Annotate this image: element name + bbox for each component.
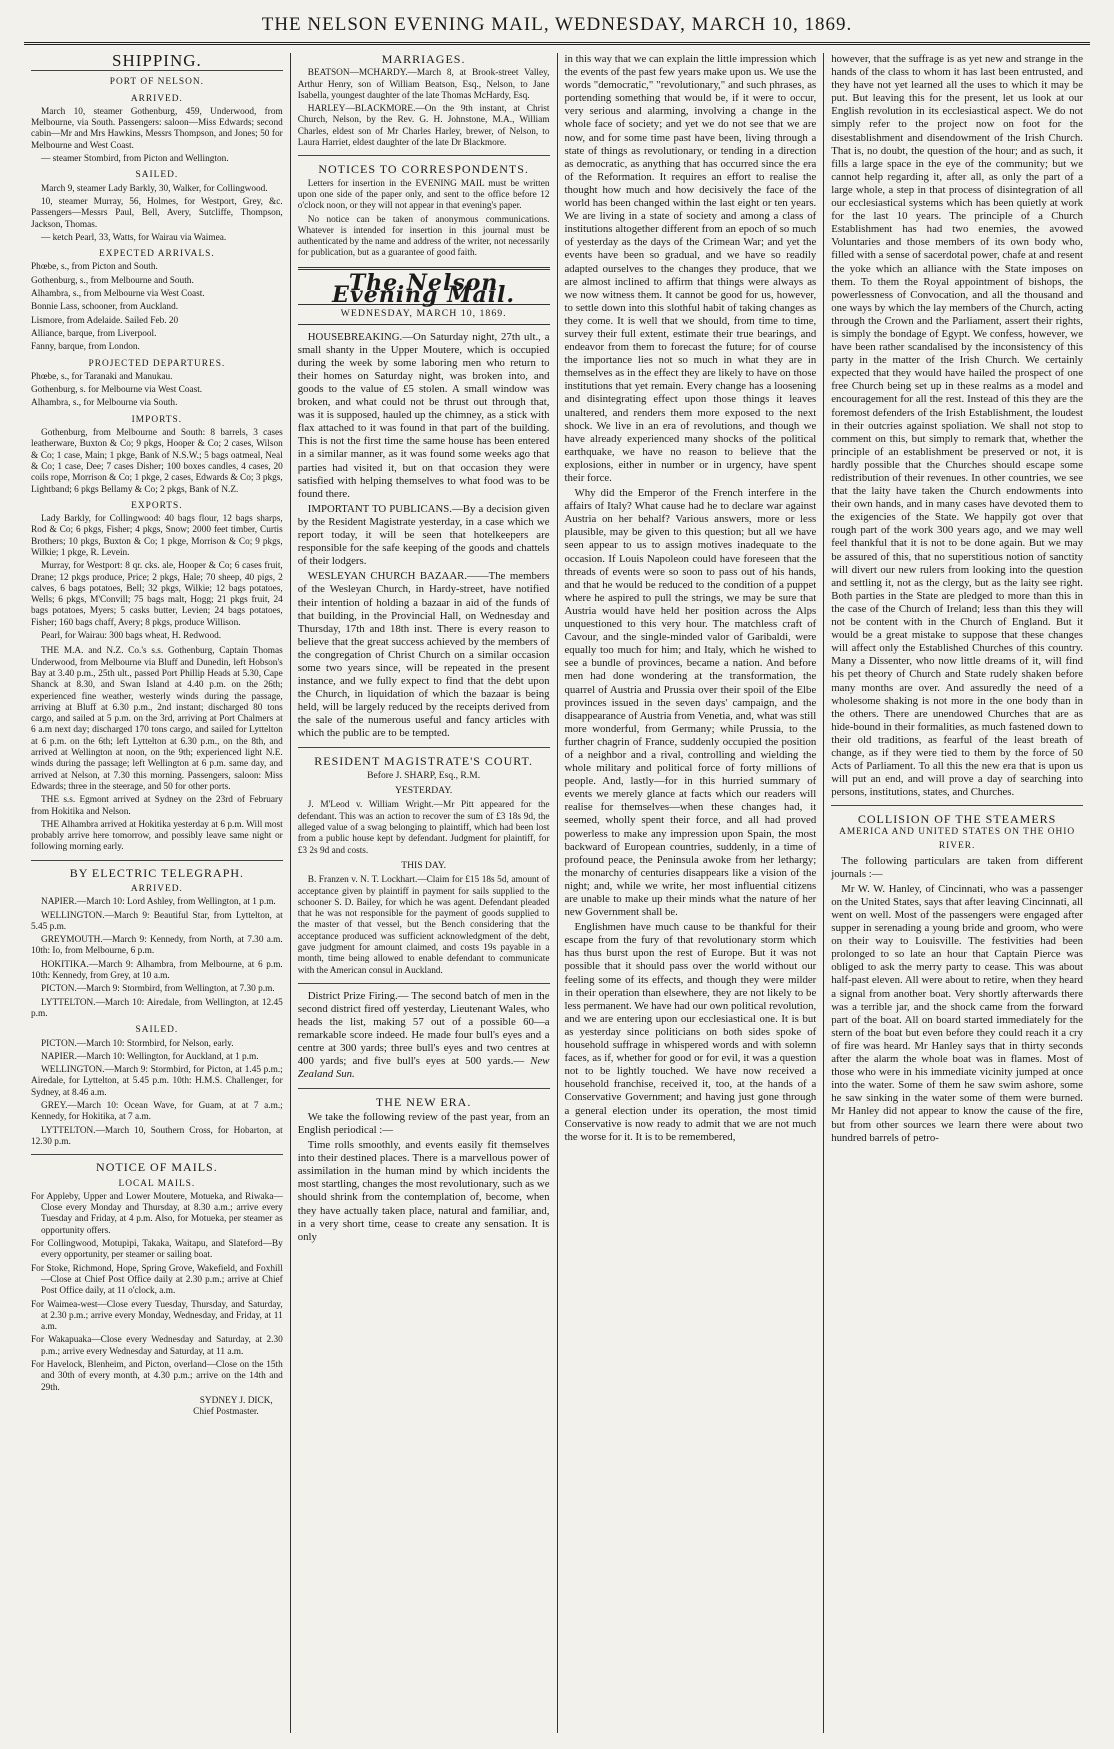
tel-sailed-title: SAILED. <box>135 1025 179 1036</box>
court-case: B. Franzen v. N. T. Lockhart.—Claim for £15 18s 5d, amount of acceptance given by plaintiff in payment for sails supplied to the schooner S. D. Bailey, for which he was agent. Defendant pleaded that he was not responsible for the payment of goods supplied to the master of that vessel, but the Bench considering that the acceptance produced was sufficient acknowledgment of the debt, gave judgment for amount claimed, and costs 19s payable in a month, time being allowed to enable defendant to communicate with the American consul in Auckland. <box>297 875 550 976</box>
sailed-item: 10, steamer Murray, 56, Holmes, for Westport, Grey, &c. Passengers—Messrs Paul, Bell, Avery, Sutcliffe, Thompson, Jackson, Thomas. <box>31 196 283 230</box>
shipping-report: THE s.s. Egmont arrived at Sydney on the 23rd of February from Hokitika and Nelson. <box>31 795 283 817</box>
collision-paragraph: Mr W. W. Hanley, of Cincinnati, who was a passenger on the United States, says that after leaving Cincinnati, all went on well. Most of the passengers were engaged after supper in serenading a young bride and groom, who were on their way to Louisville. The festivities had been prolonged to so late an hour that Captain Pierce was obliged to ask the merry party to cease. This was about half-past eleven. All were about to retire, when they heard a signal from another boat. Very shortly afterwards there was a terrible jar, and the shock came from the forward part of the boat. All on board started immediately for the stern of the boat but even before they could reach it a cry of fire was heard. Mr Hanley says that in thirty seconds after the alarm the whole boat was in flames. Most of those who were in his immediate vicinity jumped at once into the water. Some of them he saw swim ashore, some he saw sinking in the water some of them were burned. Mr Hanley did not appear to know the cause of the fire, but from other sources we learn there were about two hundred barrels of petro- <box>831 882 1083 1144</box>
prize-firing-text: District Prize Firing.— The second batch of men in the second district fired off yesterday, Lieutenant Wales, who heads the list, making 57 out of a possible 60—a remarkable score indeed. He made four bull's eyes and a centre at 300 yards; three bull's eyes and two centres at 400 yards; and five bull's eyes at 500 yards.— <box>297 989 550 1068</box>
projected-item: Gothenburg, s. for Melbourne via West Coast. <box>31 385 203 396</box>
collision-title: COLLISION OF THE STEAMERS <box>857 812 1057 827</box>
dateline: WEDNESDAY, MARCH 10, 1869. <box>298 304 550 324</box>
new-era-intro: We take the following review of the past year, from an English periodical :— <box>297 1110 550 1136</box>
column-1 <box>24 53 291 1733</box>
divider <box>31 1154 283 1155</box>
court-day: THIS DAY. <box>401 859 447 871</box>
tel-sailed-item: PICTON.—March 10: Stormbird, for Nelson, early. <box>41 1038 234 1049</box>
mail-item: For Waimea-west—Close every Tuesday, Thursday, and Saturday, at 2.30 p.m.; arrive every Monday, Wednesday, and Friday, at 11 a.m. <box>31 1299 283 1333</box>
divider <box>31 860 283 861</box>
court-before: Before J. SHARP, Esq., R.M. <box>367 769 481 781</box>
new-era-paragraph: Englishmen have much cause to be thankful for their escape from the fury of that revolutionary storm which has thus burst upon the rest of Europe. But it was not possible that it should pass over the world without our feeling some of its effects, and though they were milder in their operation than elsewhere, they are not likely to be less permanent. We have had our own political revolution, and we are entering upon our ecclesiastical one. It is but as yesterday since politicians on both sides spoke of household suffrage in whispered words and with solemn faces, as if, whether for good or for evil, it was a question not to be lightly touched. We have now received a household franchise, received it, too, at the hands of a Conservative Government; and having just gone through a general election under its operation, the most timid Conservative is now ready to admit that we are not much the worse for it. It is to be remembered, <box>564 921 817 1143</box>
collision-intro: The following particulars are taken from different journals :— <box>831 854 1083 880</box>
sailed-item: — ketch Pearl, 33, Watts, for Wairau via Waimea. <box>41 232 227 243</box>
new-era-title: THE NEW ERA. <box>375 1094 472 1109</box>
postmaster-title: Chief Postmaster. <box>193 1407 259 1418</box>
court-title: RESIDENT MAGISTRATE'S COURT. <box>314 753 533 768</box>
court-case: J. M'Leod v. William Wright.—Mr Pitt appeared for the defendant. This was an action to recover the sum of £3 18s 9d, the alleged value of a swag belonging to plaintiff, which had been lost from a public house kept by defendant. Judgment for plaintiff, for £3 2s 9d and costs. <box>297 800 550 856</box>
tel-sailed-item: GREY.—March 10: Ocean Wave, for Guam, at at 7 a.m.; Kennedy, for Hokitika, at 7 a.m. <box>31 1101 283 1123</box>
news-item: WESLEYAN CHURCH BAZAAR.——The members of the Wesleyan Church, in Hardy-street, have notified their intention of holding a bazaar in aid of the funds of that building, in the Provincial Hall, on Wednesday and Thursday, 17th and 18th inst. There is every reason to believe that the great success achieved by the members of the congregation of Christ Church on a similar occasion some two years since, will be repeated in the present instance, and we fully expect to find that the debt upon the Church, in liquidation of which the bazaar is being held, will be largely reduced by the receipts derived from the sale of the numerous useful and fancy articles with which the public are to be tempted. <box>297 570 550 740</box>
arrived-item: March 10, steamer Gothenburg, 459, Underwood, from Melbourne, via South. Passengers: saloon—Miss Edwards; second cabin—Mr and Mrs Hawkins, Messrs Thompson, and Jones; 50 for Melbourne and West Coast. <box>31 106 283 151</box>
correspondents-title: NOTICES TO CORRESPONDENTS. <box>318 162 529 177</box>
imports-title: IMPORTS. <box>131 414 183 425</box>
exports-item: Lady Barkly, for Collingwood: 40 bags flour, 12 bags sharps, Rod & Co; 6 pkgs, Fisher; 4 pkgs, Snow; 2000 feet timber, Curtis Brothers; 10 pkgs, Buxton & Co; 1 pkge, Morrison & Co; 9 pkgs, Wilkie; 1 pkge, R. Levein. <box>31 514 283 558</box>
correspondents-notice: Letters for insertion in the EVENING MAIL must be written upon one side of the paper only, and sent to the office before 12 o'clock noon, or they will not appear in that evening's paper. <box>297 178 550 212</box>
shipping-title: SHIPPING. <box>31 55 283 71</box>
expected-item: Alhambra, s., from Melbourne via West Coast. <box>31 289 205 300</box>
expected-title: EXPECTED ARRIVALS. <box>98 249 215 260</box>
new-era-paragraph: however, that the suffrage is as yet new and strange in the hands of the class to whom it has last been entrusted, and they have not yet learned all the uses to which it may be put. But leaving this for the present, let us look at our English revolution in its ecclesiastical aspect. We do not simply refer to the project now on foot for the disestablishment and disendowment of the Irish Church. That is, no doubt, the question of the hour; and as such, it fills a large space in the eye of the community; but we cannot help regarding it, after all, as only the part of a large whole, a step in that process of disintegration of all our ecclesiastical systems which has been quietly at work for the last 10 years. The principle of a Church Establishment has had two enemies, the avowed Voluntaries and those members of its own body who, filled with a sense of sacerdotal power, chafe at and resent the yoke which an alliance with the State imposes on them. To them the Royal appointment of bishops, the powerlessness of Convocation, and all the thousand and one ways by which the lay members of the Church, acting through the Crown and the Parliament, assert their rights, is simply the bondage of Egypt. We confess, however, we have been rather scandalised by the inconsistency of this party in the matter of the Irish Church. We certainly expected that they would have hailed the prospect of one free Church being set up in these realms as a model and encouragement for all the rest. Instead of this they are the foremost defenders of the Irish Establishment, the loudest in their outcries against spoliation. We shall not stop to comment on this, but simply to remark that, whether the principle of an establishment be preserved or not, it is hardly possible that the Churches should escape some redistribution of their revenues. In other countries, we see that the laity have taken the Church endowments into their own hands, and in many cases have devoted them to the exigencies of the State. We happily got over that rough part of the work 300 years ago, and we may well feel thankful that it is not to be done again. But we may be assured of this, that no superstitious notion of sanctity will divert our new rulers from looking into the question and settling it, not as the clergy, but as the laity see right. Both parties in the State are pledged to more than this in the case of the Church of Ireland; less than this they will not be content with in the Church of England. But it would be a great mistake to suppose that these changes will affect only the Established Churches of this country. Many a Dissenter, who now little dreams of it, will find his pet theory of Church and State rudely shaken before many months are over. And assuredly the need of a wholesome shaking is not more in the one body than in the others. There are unendowed Churches that are as hide-bound in their formalities, as much fastened down to their old traditions, as fearful of the least breath of change, as if they were tied to them by the force of 50 Acts of Parliament. To all this the new era that is upon us will put an end, and will prove a day of searching into persons, institutions, states, and Churches. <box>831 53 1083 799</box>
postmaster-signature: SYDNEY J. DICK, <box>199 1395 273 1406</box>
prize-firing <box>298 990 550 1082</box>
telegraph-title: BY ELECTRIC TELEGRAPH. <box>69 865 245 880</box>
projected-item: Alhambra, s., for Melbourne via South. <box>31 398 178 409</box>
expected-item: Gothenburg, s., from Melbourne and South. <box>31 275 194 286</box>
projected-item: Phœbe, s., for Taranaki and Manukau. <box>31 371 173 382</box>
new-era-paragraph: Why did the Emperor of the French interfere in the affairs of Italy? What cause had he to declare war against Austria on her behalf? Various answers, more or less plausible, may be given to this question; but all we have seen appear to us to assign motives inadequate to the occasion. If Louis Napoleon could have foreseen that the threads of events were so soon to pass out of his hands, and that he would be reduced to the condition of a puppet where he aspired to pull the strings, we may be sure that Austria would have held her position across the Alps unquestioned to this very hour. The matchless craft of Cavour, and the single-minded valor of Garibaldi, were equally too much for him; and Italy, which he wished to see a bundle of provinces, became a nation. And before men had done wondering at the transformation, the quarrel of Austria and Prussia over their spoil of the Elbe provinces issued in the seven days' campaign, and the disappearance of Austria from Venetia, and, what was still more wonderful, from Germany; while Prussia, to the further chagrin of France, suddenly occupied the position of a neighbor and a rival, controlling and wielding the whole military and political force of forty millions of people. And, lastly—for in this hurried summary of events we merely glance at facts which our readers will realise for themselves—when these changes had, it seemed, wholly spent their force, and all had proved powerless to make any impression upon Spain, the most backward of European countries, suddenly, in a time of profound peace, the Peninsula awoke from her lethargy; the monarchy of centuries disappears like a vision of the night; and, while we write, her most influential citizens are unable to make up their minds what the nature of her new Government shall be. <box>564 487 817 919</box>
divider <box>298 983 550 984</box>
divider <box>298 1088 550 1089</box>
tel-arrived-item: HOKITIKA.—March 9: Alhambra, from Melbourne, at 6 p.m. 10th: Kennedy, from Grey, at 10 a.m. <box>31 959 283 982</box>
tel-sailed-item: LYTTELTON.—March 10, Southern Cross, for Hobarton, at 12.30 p.m. <box>31 1125 283 1147</box>
expected-item: Alliance, barque, from Liverpool. <box>31 328 157 339</box>
sailed-item: March 9, steamer Lady Barkly, 30, Walker, for Collingwood. <box>41 183 268 194</box>
tel-arrived-item: NAPIER.—March 10: Lord Ashley, from Wellington, at 1 p.m. <box>41 897 276 908</box>
marriages-title: MARRIAGES. <box>381 53 466 66</box>
tel-arrived-item: PICTON.—March 9: Stormbird, from Wellington, at 7.30 p.m. <box>41 984 275 995</box>
divider <box>831 805 1083 806</box>
mails-subtitle: LOCAL MAILS. <box>118 1178 196 1189</box>
expected-item: Phœbe, s., from Picton and South. <box>31 262 158 273</box>
court-day: YESTERDAY. <box>394 785 453 797</box>
marriage-notice: HARLEY—BLACKMORE.—On the 9th instant, at Christ Church, Nelson, by the Rev. G. H. Johnstone, M.A., William Charles, eldest son of Mr Charles Harley, brewer, of Nelson, to Laura Harriet, eldest daughter of the late Dr Blackmore. <box>297 104 550 149</box>
mail-item: For Appleby, Upper and Lower Moutere, Motueka, and Riwaka—Close every Monday and Thursday, at 8.30 a.m.; arrive every Tuesday and Friday, at 4 p.m. Also, for Motueka, per steamer as opportunity offers. <box>31 1191 283 1236</box>
masthead: THE NELSON EVENING MAIL, WEDNESDAY, MARCH 10, 1869. <box>24 14 1090 45</box>
paper-title: The Nelson Evening Mail. <box>332 269 516 309</box>
mail-item: For Wakapuaka—Close every Wednesday and Saturday, at 2.30 p.m.; arrive every Wednesday and Saturday, at 11 a.m. <box>31 1335 283 1357</box>
arrived-title: ARRIVED. <box>130 93 183 104</box>
mail-item: For Stoke, Richmond, Hope, Spring Grove, Wakefield, and Foxhill—Close at Chief Post Office daily at 2.30 p.m.; arrive at Chief Post Office daily, at 11 o'clock, a.m. <box>31 1263 283 1297</box>
exports-item: Pearl, for Wairau: 300 bags wheat, H. Redwood. <box>41 631 222 642</box>
collision-subtitle: AMERICA AND UNITED STATES ON THE OHIO RIVER. <box>839 827 1076 851</box>
tel-arrived-item: GREYMOUTH.—March 9: Kennedy, from North, at 7.30 a.m. 10th: Io, from Melbourne, 6 p.m. <box>31 935 283 957</box>
tel-sailed-item: WELLINGTON.—March 9: Stormbird, for Picton, at 1.45 p.m.; Airedale, for Lyttelton, at 5.45 p.m. 10th: H.M.S. Challenger, for Sydney, at 8.46 a.m. <box>31 1065 283 1098</box>
marriage-notice: BEATSON—MCHARDY.—March 8, at Brook-street Valley, Arthur Henry, son of William Beatson, Esq., Nelson, to Jane Isabella, youngest daughter of the late Thomas McHardy, Esq. <box>297 68 550 101</box>
expected-item: Fanny, barque, from London. <box>31 342 140 353</box>
shipping-report: THE Alhambra arrived at Hokitika yesterday at 6 p.m. Will most probably arrive here tomorrow, and possibly leave same night or following morning early. <box>31 819 283 853</box>
new-era-paragraph: Time rolls smoothly, and events easily fit themselves into their destined places. There is a marvellous power of assimilation in the human mind by which incidents the most startling, changes the most revolutionary, such as we should shrink from the contemplation of, become, when they have actually taken place, natural and familiar, and, in a very short time, cease to create any sensation. It is only <box>297 1139 550 1243</box>
news-item: IMPORTANT TO PUBLICANS.—By a decision given by the Resident Magistrate yesterday, in a case which we report today, it will be seen that hotelkeepers are responsible for the safe keeping of the goods and chattels of their lodgers. <box>297 502 550 568</box>
new-era-paragraph: in this way that we can explain the little impression which the events of the past few years make upon us. We use the words "democratic," "revolutionary," and such phrases, as portending something that would be, if it were to occur, very serious and alarming, involving a change in the whole face of society; and yet we do not see that we are now, and for some time past have been, living through a state of things as revolutionary, or tending in a direction as democratic, as anything that has occurred since the era of the Reformation. It requires an effort to realise the thought how much and how decisively the face of the world has been changed within the last eight or ten years. We are living in a state of society and among a class of institutions altogether different from an epoch of so much of yesterday as the days of the Crimean War; and yet the events have been so gradual, and we have so readily adapted ourselves to the changes they produce, that we are almost inclined to affirm that things were always as we now witness them. It cannot be good for us, however, to settle down into this slothful habit of taking changes as they come. It is well that we should, from time to time, survey their full extent, estimate their true bearings, and endeavor from them to forecast the future; for of course the importance lies not so much in what they are in themselves as in the effect they are likely to have on those institutions that yet remain. Every change has a loosening and disintegrating effect upon those things it leaves unaltered, and renders them more exposed to the next shock. We live in an era of revolutions, and though we have already experienced many shocks of the political earthquake, we have no reason to believe that the explosions, either in number or in urgency, have spent their force. <box>564 53 817 484</box>
expected-item: Bonnie Lass, schooner, from Auckland. <box>31 302 179 313</box>
column-3 <box>558 53 825 1733</box>
shipping-report: THE M.A. and N.Z. Co.'s s.s. Gothenburg, Captain Thomas Underwood, from Melbourne via Bluff and Dunedin, left Hobson's Bay at 3.40 p.m., 25th ult., passed Port Phillip Heads at 5.30, Cape Shanck at 8.30, and Swan Island at 4.40 p.m. on the 26th; experienced fine weather, westerly winds during the passage, arriving at Bluff at 6.30 p.m., 2nd instant; discharged 80 tons cargo, and sailed at 5 p.m. on the 3rd, arriving at Port Chalmers at 6 a.m next day; discharged 170 tons cargo, and sailed for Lyttelton at 6 p.m. on the 6th; left Lyttelton at 6.30 p.m., on the 8th, and arrived at Wellington at noon, on the 9th; experienced light N.E. winds during the passage; left Wellington at 6 p.m. same day, and arrived at Nelson, at 7.30 this morning. Passengers, saloon: Miss Edwards; three in the steerage, and 50 for other ports. <box>31 646 283 792</box>
sailed-title: SAILED. <box>135 170 179 181</box>
divider <box>298 155 550 156</box>
exports-title: EXPORTS. <box>131 500 183 511</box>
mail-item: For Collingwood, Motupipi, Takaka, Waitapu, and Slateford—By every opportunity, per steamer or sailing boat. <box>31 1239 283 1261</box>
tel-sailed-item: NAPIER.—March 10: Wellington, for Auckland, at 1 p.m. <box>41 1051 259 1062</box>
mails-title: NOTICE OF MAILS. <box>96 1160 218 1175</box>
tel-arrived-item: LYTTELTON.—March 10: Airedale, from Wellington, at 12.45 p.m. <box>31 997 283 1019</box>
news-item: HOUSEBREAKING.—On Saturday night, 27th ult., a small shanty in the Upper Moutere, which is occupied during the week by some laboring men who return to their homes on Saturday night, was broken into, and goods to the value of £5 stolen. A small window was broken, and what could not be thrust out through that, was it is supposed, hauled up the chimney, as a stick with flax attached to it was found in that part of the building. This is not the first time the same house has been entered in a similar manner, as it was found some weeks ago that parties had visited it, but on that occasion they were satisfied with helping themselves to what food was to be found there. <box>297 330 550 500</box>
port-title: PORT OF NELSON. <box>109 77 204 88</box>
divider <box>298 747 550 748</box>
exports-item: Murray, for Westport: 8 qr. cks. ale, Hooper & Co; 6 cases fruit, Drane; 12 pkgs produce, Price; 2 pkgs, Hale; 70 sheep, 40 pigs, 2 calves, 6 bags potatoes, Bell; 32 pkgs, Wilkie; 12 bags potatoes, Wells; 6 pkgs, M'Convill; 75 bags malt, Hogg; 21 pkgs fruit, 24 bags potatoes, Myers; 5 casks butter, Levien; 24 bags potatoes, Fisher; 160 bags chaff, Avery; 8 pkgs, produce Willison. <box>31 561 283 628</box>
column-2 <box>291 53 558 1733</box>
columns <box>24 53 1090 1733</box>
prize-source: New Zealand Sun. <box>297 1055 550 1081</box>
expected-item: Lismore, from Adelaide. Sailed Feb. 20 <box>31 315 179 326</box>
imports-item: Gothenburg, from Melbourne and South: 8 barrels, 3 cases leatherware, Buxton & Co; 9 pkgs, Hooper & Co; 2 cases, Wilson & Co; 1 case, Main; 1 pkge, Bank of N.S.W.; 5 bags oatmeal, Neal & Co; 1 case, Dee; 7 cases Disher; 100 boxes candles, 4 cases, 20 coils rope, Morrison & Co; 1 pkge, 2 cases, Edwards & Co; 3 pkgs, Lightband; 6 pkgs Bellamy & Co; 2 pkgs, Bank of N.Z. <box>31 428 283 495</box>
tel-arrived-item: WELLINGTON.—March 9: Beautiful Star, from Lyttelton, at 5.45 p.m. <box>31 910 283 932</box>
correspondents-notice: No notice can be taken of anonymous communications. Whatever is intended for insertion in this journal must be authenticated by the name and address of the writer, not necessarily for publication, but as a guarantee of good faith. <box>297 214 550 259</box>
column-4 <box>824 53 1090 1733</box>
tel-arrived-title: ARRIVED. <box>130 884 183 894</box>
mail-item: For Havelock, Blenheim, and Picton, overland—Close on the 15th and 30th of every month, at 4.30 p.m.; arrive on the 14th and 29th. <box>31 1359 283 1393</box>
arrived-item: — steamer Stombird, from Picton and Wellington. <box>41 154 229 165</box>
projected-title: PROJECTED DEPARTURES. <box>88 358 226 369</box>
